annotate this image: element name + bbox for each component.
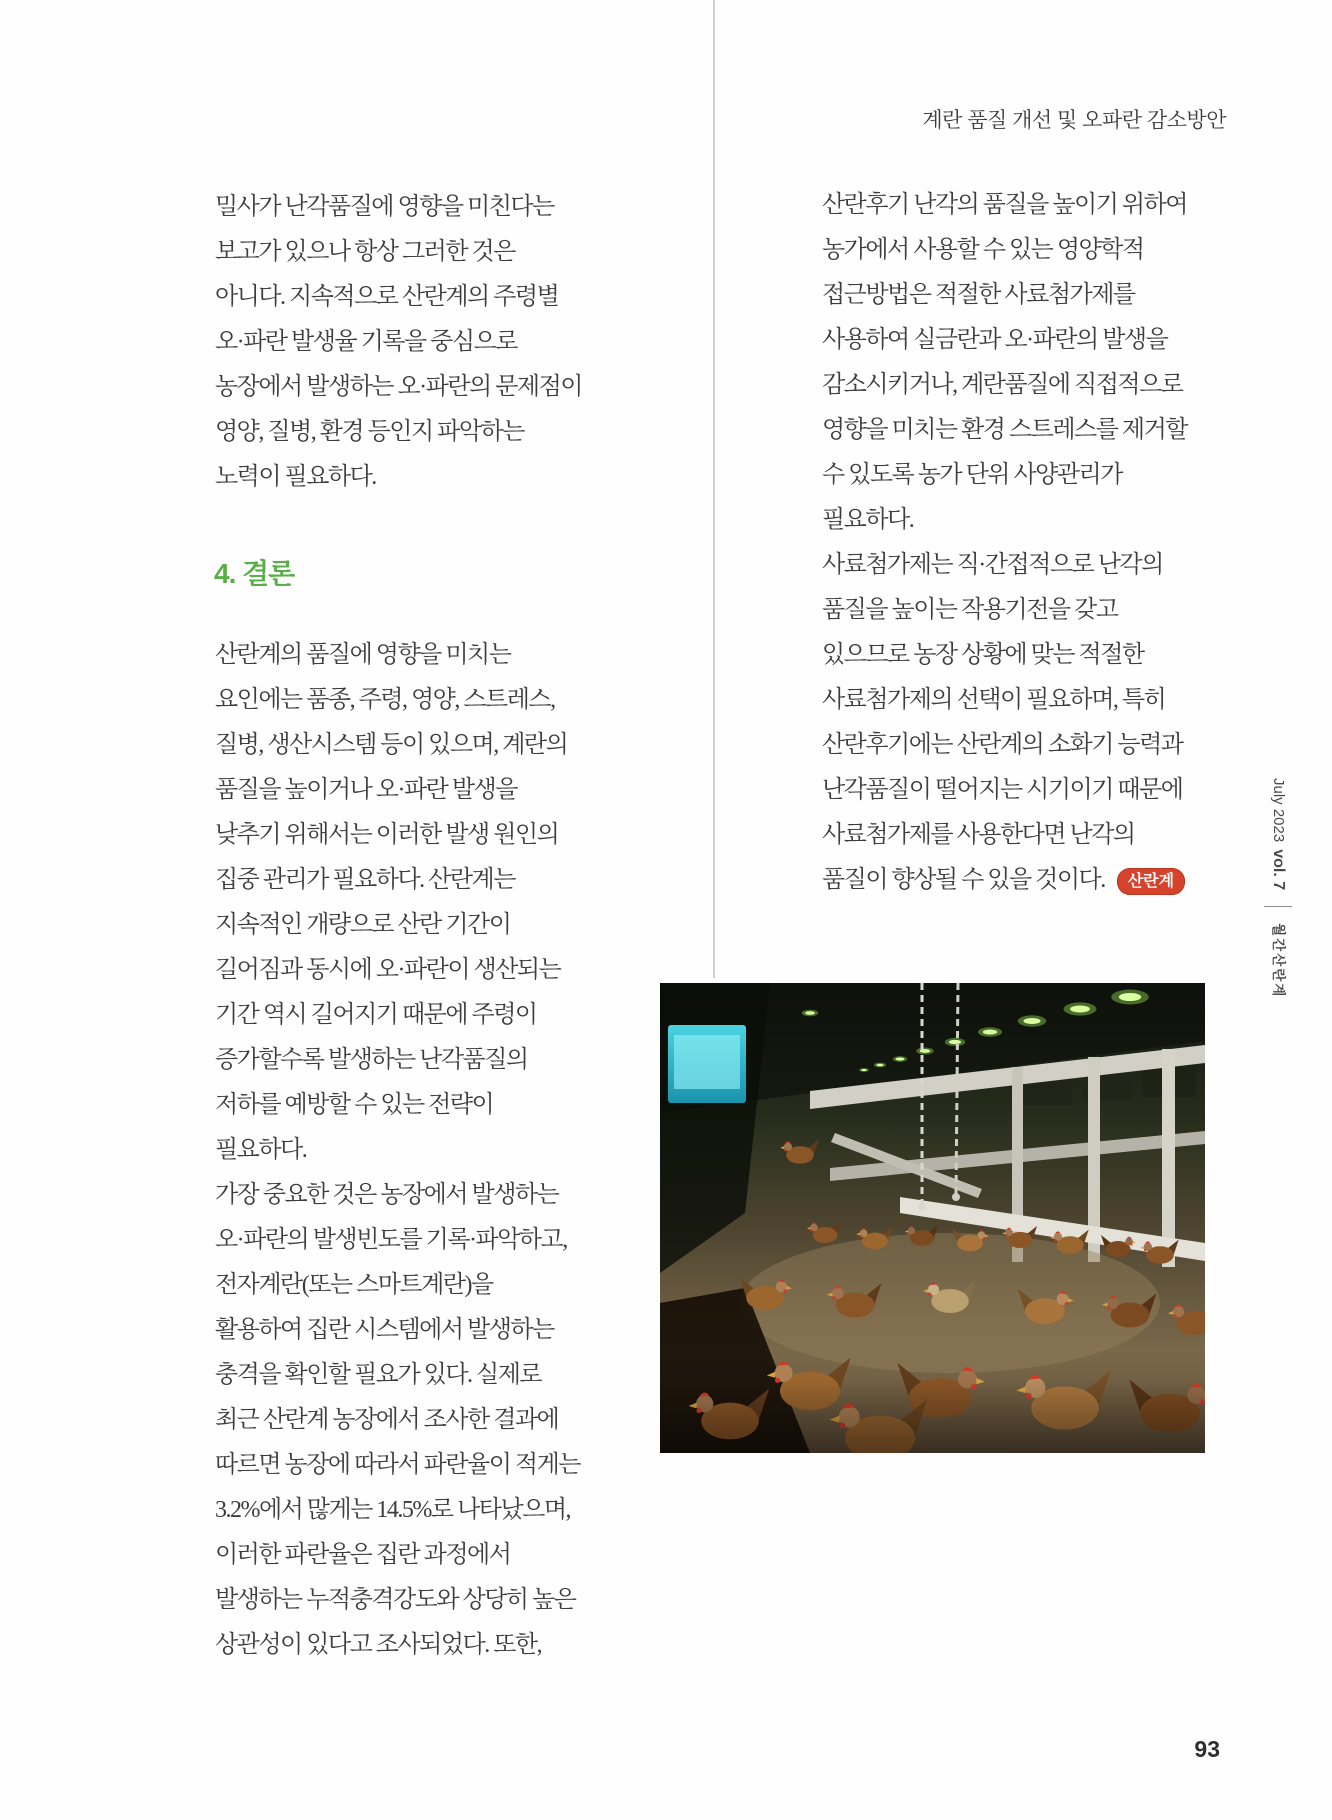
text-line: 감소시키거나, 계란품질에 직접적으로 xyxy=(822,372,1183,398)
last-line-text: 품질이 향상될 수 있을 것이다. xyxy=(822,867,1105,893)
left-column-paragraph-1 xyxy=(215,185,582,500)
text-line: 증가할수록 발생하는 난각품질의 xyxy=(215,1047,528,1073)
text-line: 길어짐과 동시에 오·파란이 생산되는 xyxy=(215,957,561,983)
text-line: 따르면 농장에 따라서 파란율이 적게는 xyxy=(215,1452,580,1478)
text-line: 기간 역시 길어지기 때문에 주령이 xyxy=(215,1002,537,1028)
tv-screen xyxy=(668,1025,746,1103)
text-line: 품질을 높이거나 오·파란 발생을 xyxy=(215,777,517,803)
text-line: 저하를 예방할 수 있는 전략이 xyxy=(215,1092,494,1118)
text-line: 필요하다. xyxy=(822,507,914,533)
text-line: 발생하는 누적충격강도와 상당히 높은 xyxy=(215,1587,576,1613)
text-line: 영양, 질병, 환경 등인지 파악하는 xyxy=(215,419,524,445)
text-line: 사용하여 실금란과 오·파란의 발생을 xyxy=(822,327,1168,353)
text-line: 산란후기에는 산란계의 소화기 능력과 xyxy=(822,732,1183,758)
text-line: 난각품질이 떨어지는 시기이기 때문에 xyxy=(822,777,1183,803)
column-divider xyxy=(713,0,715,978)
text-line: 활용하여 집란 시스템에서 발생하는 xyxy=(215,1317,554,1343)
section-heading-conclusion: 4. 결론 xyxy=(214,558,295,589)
text-line: 최근 산란계 농장에서 조사한 결과에 xyxy=(215,1407,559,1433)
magazine-logo-badge: 산란계 xyxy=(1117,868,1185,895)
issue-date: July 2023 xyxy=(1270,778,1288,843)
text-line: 3.2%에서 많게는 14.5%로 나타났으며, xyxy=(215,1497,571,1523)
right-column-paragraph xyxy=(822,183,1187,858)
text-line: 사료첨가제의 선택이 필요하며, 특히 xyxy=(822,687,1166,713)
text-line: 요인에는 품종, 주령, 영양, 스트레스, xyxy=(215,687,555,713)
side-caption xyxy=(1264,778,1292,998)
text-line: 보고가 있으나 항상 그러한 것은 xyxy=(215,239,515,265)
running-header: 계란 품질 개선 및 오파란 감소방안 xyxy=(922,109,1226,132)
text-line: 필요하다. xyxy=(215,1137,307,1163)
left-column-paragraph-2 xyxy=(215,633,580,1668)
text-line: 농장에서 발생하는 오·파란의 문제점이 xyxy=(215,374,582,400)
text-line: 집중 관리가 필요하다. 산란계는 xyxy=(215,867,515,893)
volume-label: vol. 7 xyxy=(1270,849,1288,891)
text-line: 사료첨가제는 직·간접적으로 난각의 xyxy=(822,552,1163,578)
side-caption-divider xyxy=(1264,906,1292,907)
magazine-name: 월간산란계 xyxy=(1271,923,1287,999)
text-line: 이러한 파란율은 집란 과정에서 xyxy=(215,1542,511,1568)
text-line: 산란후기 난각의 품질을 높이기 위하여 xyxy=(822,192,1187,218)
text-line: 접근방법은 적절한 사료첨가제를 xyxy=(822,282,1135,308)
text-line: 지속적인 개량으로 산란 기간이 xyxy=(215,912,511,938)
text-line: 오·파란의 발생빈도를 기록·파악하고, xyxy=(215,1227,567,1253)
text-line: 충격을 확인할 필요가 있다. 실제로 xyxy=(215,1362,542,1388)
text-line: 상관성이 있다고 조사되었다. 또한, xyxy=(215,1632,542,1658)
poultry-barn-illustration xyxy=(660,983,1205,1453)
text-line: 아니다. 지속적으로 산란계의 주령별 xyxy=(215,284,559,310)
text-line: 농가에서 사용할 수 있는 영양학적 xyxy=(822,237,1144,263)
text-line: 산란계의 품질에 영향을 미치는 xyxy=(215,642,511,668)
text-line: 노력이 필요하다. xyxy=(215,464,376,490)
page-number: 93 xyxy=(1194,1736,1220,1762)
text-line: 품질을 높이는 작용기전을 갖고 xyxy=(822,597,1118,623)
text-line: 낮추기 위해서는 이러한 발생 원인의 xyxy=(215,822,559,848)
text-line: 오·파란 발생율 기록을 중심으로 xyxy=(215,329,517,355)
farm-photo xyxy=(660,983,1205,1453)
right-column-last-line xyxy=(822,858,1185,903)
text-line: 밀사가 난각품질에 영향을 미친다는 xyxy=(215,194,554,220)
text-line: 가장 중요한 것은 농장에서 발생하는 xyxy=(215,1182,559,1208)
text-line: 영향을 미치는 환경 스트레스를 제거할 xyxy=(822,417,1187,443)
text-line: 전자계란(또는 스마트계란)을 xyxy=(215,1272,493,1298)
text-line: 수 있도록 농가 단위 사양관리가 xyxy=(822,462,1122,488)
text-line: 있으므로 농장 상황에 맞는 적절한 xyxy=(822,642,1144,668)
text-line: 질병, 생산시스템 등이 있으며, 계란의 xyxy=(215,732,568,758)
text-line: 사료첨가제를 사용한다면 난각의 xyxy=(822,822,1135,848)
